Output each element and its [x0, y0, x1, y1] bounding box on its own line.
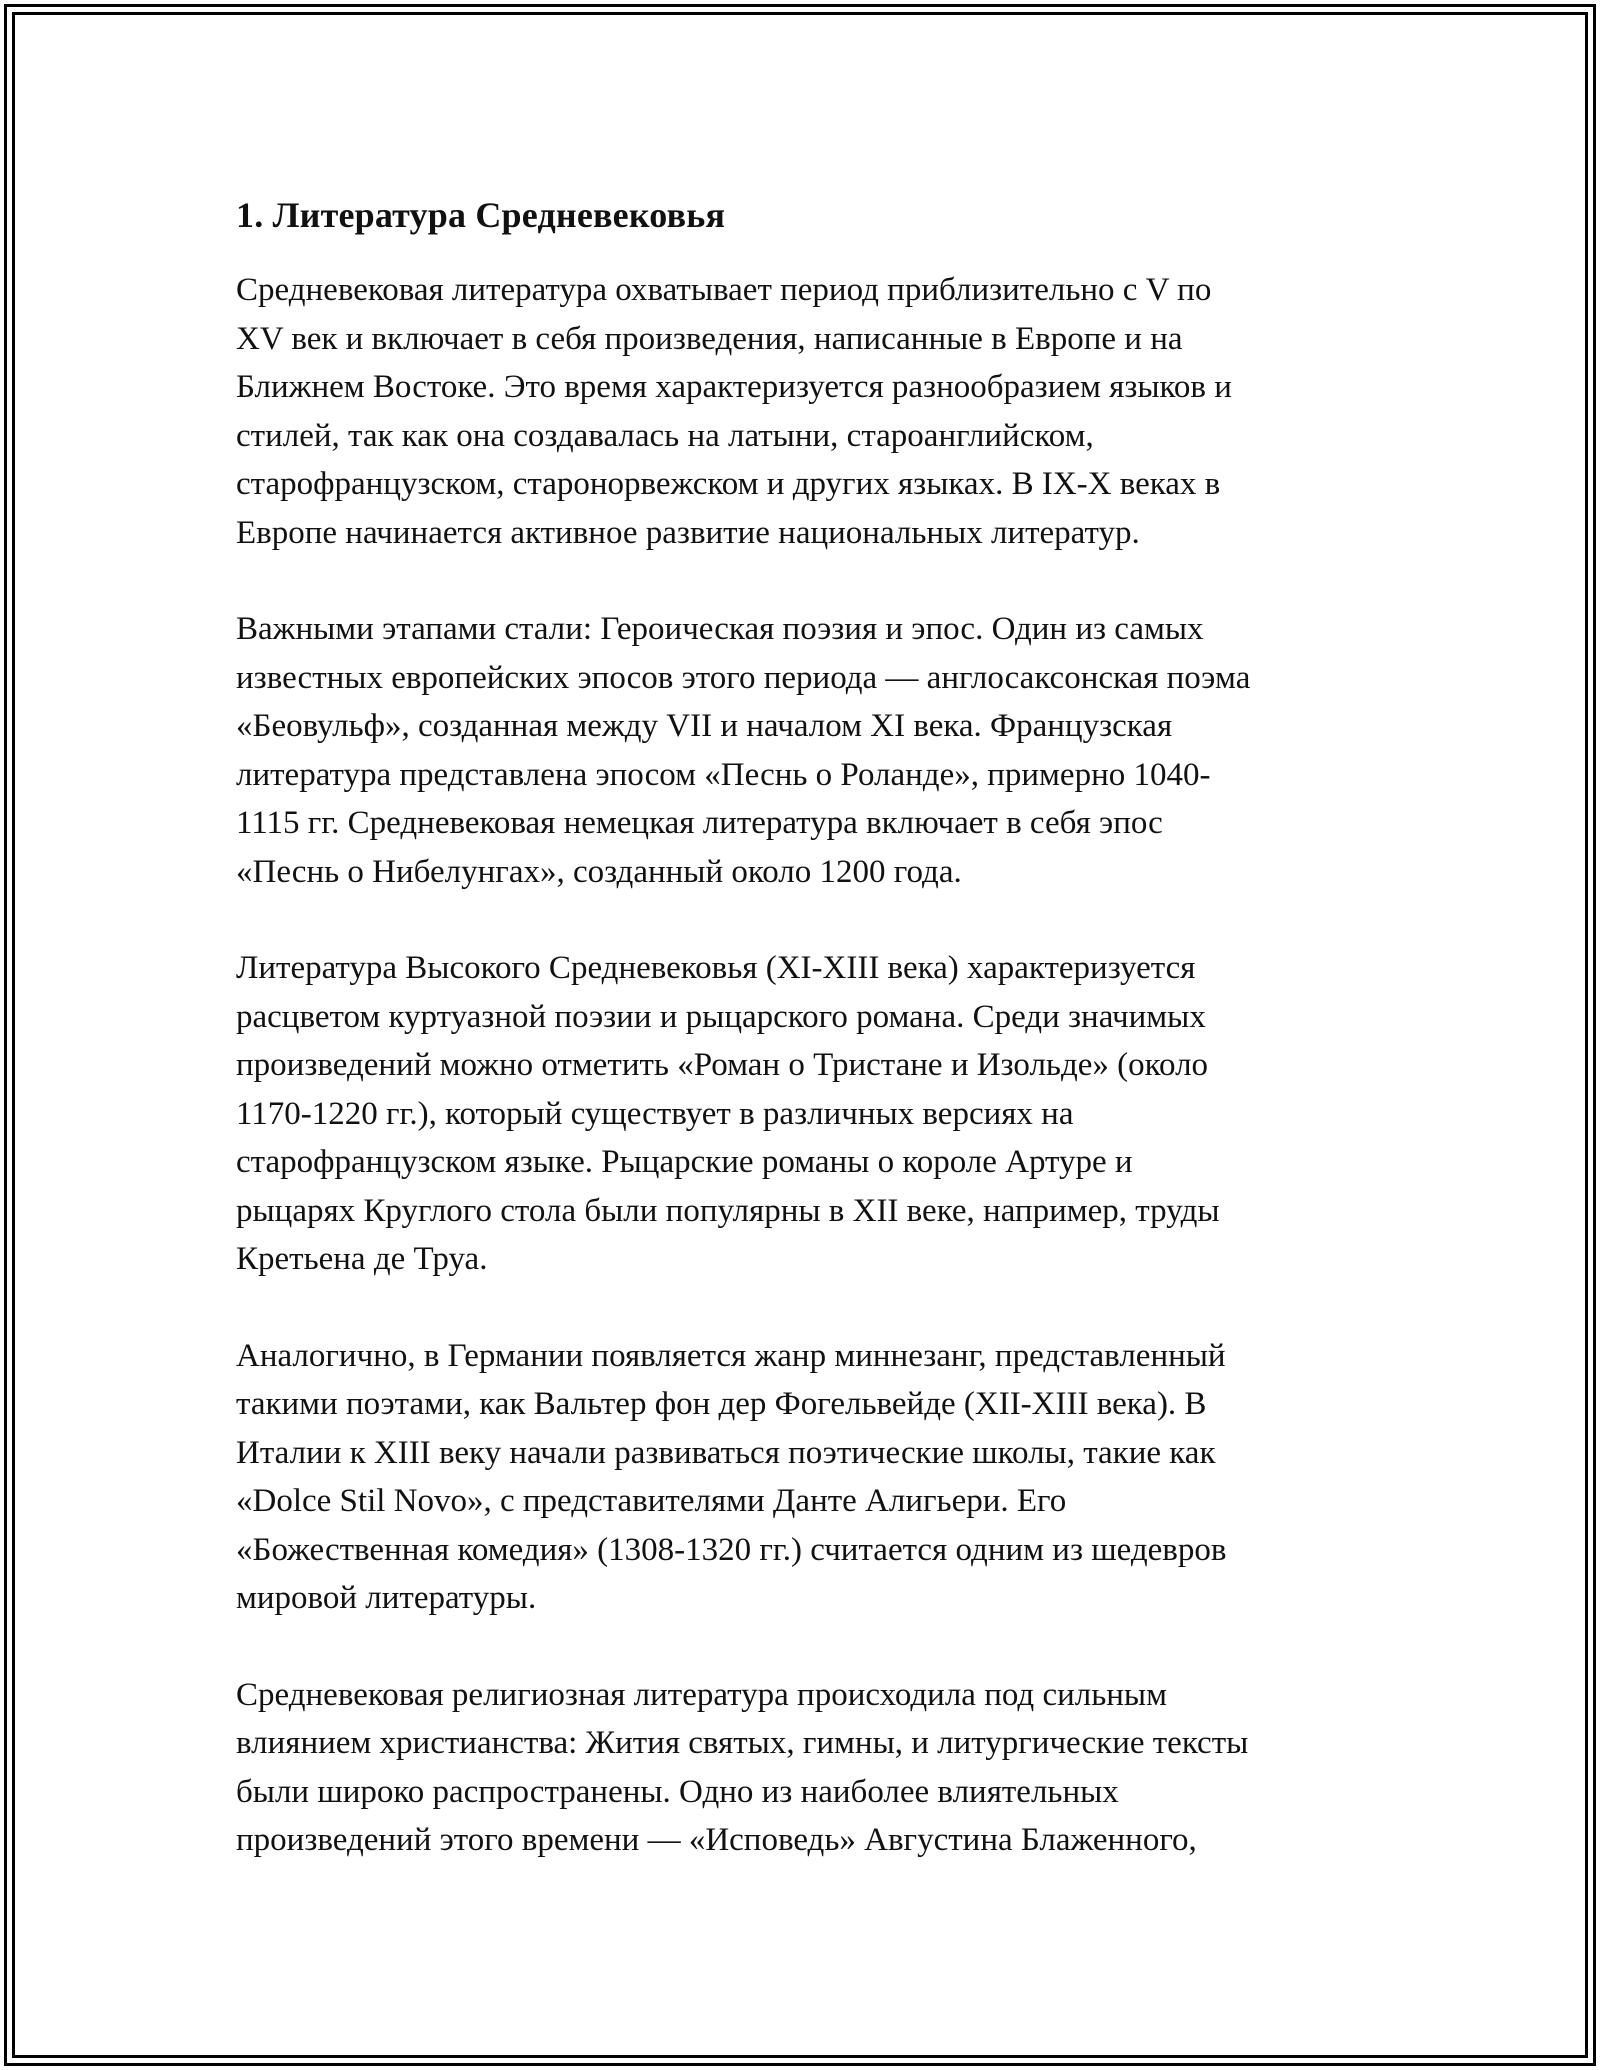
paragraph-germany-italy: Аналогично, в Германии появляется жанр миннезанг, представленный такими поэтами, как Вальтер фон дер Фогельвейде (XII-XIII века). В Италии к XIII веку начали развиваться поэтические школы, такие как «Dolce Stil Novo», с представителями Данте Алигьери. Его «Божественная комедия» (1308-1320 гг.) считается одним из шедевров мировой литературы. [236, 1337, 1227, 1616]
document-body [236, 186, 1376, 1913]
paragraph-high-middle-ages: Литература Высокого Средневековья (XI-XIII века) характеризуется расцветом куртуазной поэзии и рыцарского романа. Среди значимых произведений можно отметить «Роман о Тристане и Изольде» (около 1170-1220 гг.), который существует в различных версиях на старофранцузском языке. Рыцарские романы о короле Артуре и рыцарях Круглого стола были популярны в XII веке, например, труды Кретьена де Труа. [236, 950, 1220, 1277]
section-heading: 1. Литература Средневековья [236, 195, 726, 235]
paragraph-intro: Средневековая литература охватывает период приблизительно с V по XV век и включает в себя произведения, написанные в Европе и на Ближнем Востоке. Это время характеризуется разнообразием языков и стилей, так как она создавалась на латыни, староанглийском, старофранцузском, старонорвежском и других языках. В IX-X веках в Европе начинается активное развитие национальных литератур. [236, 272, 1232, 551]
paragraph-religious: Средневековая религиозная литература происходила под сильным влиянием христианства: Жития святых, гимны, и литургические тексты были широко распространены. Одно из наиболее влиятельных произведений этого времени — «Исповедь» Августина Блаженного, [236, 1676, 1249, 1858]
paragraph-epics: Важными этапами стали: Героическая поэзия и эпос. Один из самых известных европейских эпосов этого периода — англосаксонская поэма «Беовульф», созданная между VII и началом XI века. Французская литература представлена эпосом «Песнь о Роланде», примерно 1040- 1115 гг. Средневековая немецкая литература включает в себя эпос «Песнь о Нибелунгах», созданный около 1200 года. [236, 611, 1251, 890]
